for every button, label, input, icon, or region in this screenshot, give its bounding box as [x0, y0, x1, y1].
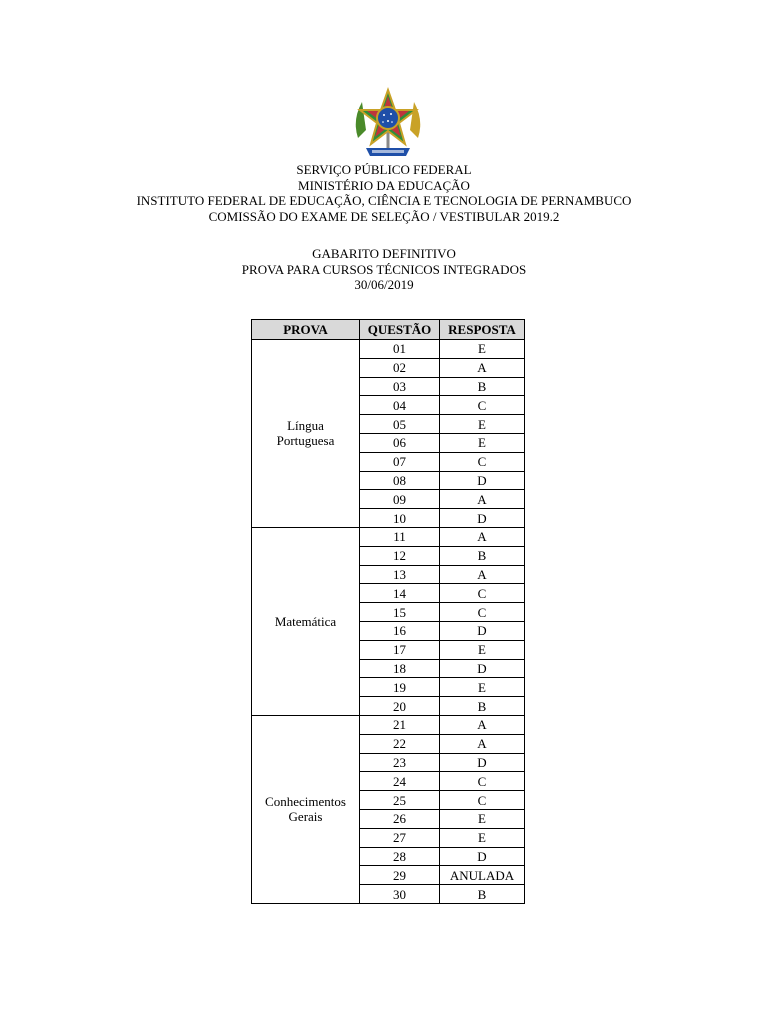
- questao-cell: 11: [360, 527, 440, 546]
- resposta-cell: D: [440, 659, 525, 678]
- resposta-cell: B: [440, 377, 525, 396]
- resposta-cell: B: [440, 885, 525, 904]
- resposta-cell: E: [440, 809, 525, 828]
- resposta-cell: A: [440, 527, 525, 546]
- resposta-cell: A: [440, 490, 525, 509]
- questao-cell: 20: [360, 697, 440, 716]
- prova-cell: [252, 340, 360, 528]
- header-line-servico: SERVIÇO PÚBLICO FEDERAL: [296, 162, 472, 177]
- questao-cell: 30: [360, 885, 440, 904]
- resposta-cell: D: [440, 621, 525, 640]
- resposta-cell: E: [440, 678, 525, 697]
- table-header-row: [252, 320, 525, 340]
- column-header-prova: PROVA: [252, 320, 360, 340]
- resposta-cell: ANULADA: [440, 866, 525, 885]
- questao-cell: 25: [360, 791, 440, 810]
- resposta-cell: E: [440, 340, 525, 359]
- document-subheader: [0, 246, 768, 293]
- questao-cell: 22: [360, 734, 440, 753]
- questao-cell: 14: [360, 584, 440, 603]
- table-row: [252, 527, 525, 546]
- resposta-cell: C: [440, 772, 525, 791]
- prova-cell: [252, 715, 360, 903]
- header-line-instituto: INSTITUTO FEDERAL DE EDUCAÇÃO, CIÊNCIA E TECNOLOGIA DE PERNAMBUCO: [136, 193, 632, 208]
- questao-cell: 27: [360, 828, 440, 847]
- questao-cell: 04: [360, 396, 440, 415]
- resposta-cell: A: [440, 715, 525, 734]
- resposta-cell: D: [440, 509, 525, 528]
- prova-name-line-1: Língua: [287, 417, 324, 433]
- questao-cell: 24: [360, 772, 440, 791]
- questao-cell: 05: [360, 415, 440, 434]
- questao-cell: 21: [360, 715, 440, 734]
- questao-cell: 19: [360, 678, 440, 697]
- questao-cell: 06: [360, 433, 440, 452]
- resposta-cell: C: [440, 396, 525, 415]
- questao-cell: 13: [360, 565, 440, 584]
- questao-cell: 07: [360, 452, 440, 471]
- resposta-cell: D: [440, 471, 525, 490]
- questao-cell: 09: [360, 490, 440, 509]
- gabarito-date: 30/06/2019: [354, 277, 414, 292]
- resposta-cell: E: [440, 415, 525, 434]
- resposta-cell: C: [440, 603, 525, 622]
- resposta-cell: E: [440, 828, 525, 847]
- answer-key-table: [251, 319, 525, 904]
- table-row: [252, 340, 525, 359]
- prova-cell: [252, 527, 360, 715]
- coat-of-arms-emblem: [348, 86, 428, 162]
- resposta-cell: E: [440, 640, 525, 659]
- questao-cell: 12: [360, 546, 440, 565]
- questao-cell: 02: [360, 358, 440, 377]
- resposta-cell: D: [440, 753, 525, 772]
- table-row: [252, 715, 525, 734]
- prova-name-line-2: Portuguesa: [276, 433, 335, 449]
- questao-cell: 17: [360, 640, 440, 659]
- resposta-cell: A: [440, 358, 525, 377]
- questao-cell: 01: [360, 340, 440, 359]
- resposta-cell: D: [440, 847, 525, 866]
- prova-name-line-1: Matemática: [274, 613, 337, 629]
- questao-cell: 18: [360, 659, 440, 678]
- prova-name-line-1: Conhecimentos: [265, 793, 346, 809]
- resposta-cell: A: [440, 565, 525, 584]
- document-header: [0, 162, 768, 224]
- column-header-resposta: RESPOSTA: [440, 320, 525, 340]
- resposta-cell: C: [440, 584, 525, 603]
- column-header-questao: QUESTÃO: [360, 320, 440, 340]
- questao-cell: 03: [360, 377, 440, 396]
- resposta-cell: B: [440, 697, 525, 716]
- gabarito-title: GABARITO DEFINITIVO: [312, 246, 456, 261]
- questao-cell: 26: [360, 809, 440, 828]
- header-line-comissao: COMISSÃO DO EXAME DE SELEÇÃO / VESTIBULAR 2019.2: [208, 208, 560, 224]
- resposta-cell: E: [440, 433, 525, 452]
- prova-name-line-2: Gerais: [288, 809, 323, 825]
- table-body: [252, 340, 525, 904]
- questao-cell: 15: [360, 603, 440, 622]
- questao-cell: 28: [360, 847, 440, 866]
- resposta-cell: A: [440, 734, 525, 753]
- gabarito-subtitle: PROVA PARA CURSOS TÉCNICOS INTEGRADOS: [241, 261, 527, 277]
- resposta-cell: B: [440, 546, 525, 565]
- resposta-cell: C: [440, 791, 525, 810]
- resposta-cell: C: [440, 452, 525, 471]
- questao-cell: 08: [360, 471, 440, 490]
- header-line-ministerio: MINISTÉRIO DA EDUCAÇÃO: [298, 177, 470, 193]
- questao-cell: 16: [360, 621, 440, 640]
- questao-cell: 10: [360, 509, 440, 528]
- questao-cell: 23: [360, 753, 440, 772]
- questao-cell: 29: [360, 866, 440, 885]
